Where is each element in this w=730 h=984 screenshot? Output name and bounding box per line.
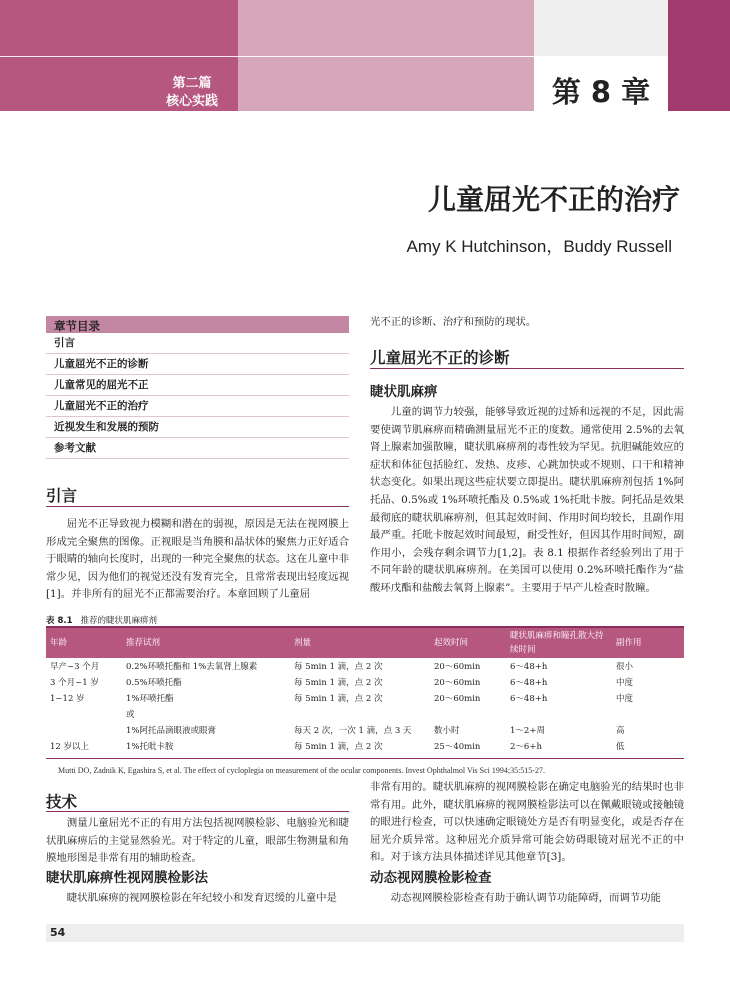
table-cell: 数小时 [434,726,460,736]
cycloplegia-paragraph: 儿童的调节力较强，能够导致近视的过矫和远视的不足，因此需要使调节肌麻痹而精确测量屈光不正的度数。通常使用 2.5%的去氧肾上腺素加强散瞳，睫状肌麻痹剂的毒性较为罕见。抗胆碱能效应的症状和体征包括脸红、发热、皮疹、心跳加快或不规则、口干和精神状态变化。如果出现这些症状要立即提出。睫状肌麻痹剂包括 1%阿托品、0.5%或 1%环喷托酯及 0.5%或 1%托吡卡胺。阿托品是效果最彻底的睫状肌麻痹剂，但其起效时间、作用时间均较长，且副作用最严重。托吡卡胺起效时间最短，耐受性好，但因其作用时间短，副作用小，会残存剩余调节力[1,2]。表 8.1 根据作者经验列出了用于不同年龄的睫状肌麻痹剂。在美国可以使用 0.2%环喷托酯作为“盐酸环戊酯和盐酸去氧肾上腺素”。主要用于早产儿检查时散瞳。 [370,406,684,594]
retinoscopy-continued-paragraph: 非常有用的。睫状肌麻痹的视网膜检影在确定电脑验光的结果时也非常有用。此外，睫状肌麻痹的视网膜检影法可以在佩戴眼镜或接触镜的眼进行检查，可以快速确定眼镜处方是否有明显变化，或是否存在屈光介质异常。这种屈光介质异常可能会妨碍眼镜对屈光不正的中和。对于该方法具体描述详见其他章节[3]。 [370,781,684,864]
table-cell: 每 5min 1 滴，点 2 次 [294,694,383,704]
technique-paragraph: 测量儿童屈光不正的有用方法包括视网膜检影、电脑验光和睫状肌麻痹后的主觉显然验光。对于特定的儿童，眼部生物测量和角膜地形图是非常有用的辅助检查。 [46,817,349,865]
diagnosis-heading-rule [370,368,684,369]
table-cell: 每天 2 次，一次 1 滴，点 3 天 [294,726,412,736]
table-cell: 6～48+h [510,678,548,688]
table-header-cell: 起效时间 [430,628,506,658]
table-row [46,690,684,706]
table-cell: 中度 [616,678,634,688]
table-cell: 25～40min [434,742,481,752]
intro-heading: 引言 [46,487,78,505]
diagnosis-heading: 儿童屈光不正的诊断 [370,349,510,367]
cycloplegic-table [46,628,684,754]
toc-heading: 章节目录 [46,316,349,333]
table-row [46,658,684,674]
toc-item[interactable]: 儿童屈光不正的诊断 [46,354,349,375]
table-caption-text: 推荐的睫状肌麻痹剂 [80,616,158,626]
technique-heading-rule [46,811,349,812]
chapter-authors: Amy K Hutchinson，Buddy Russell [406,237,672,256]
table-header-cell: 推荐试剂 [122,628,290,658]
table-cell: 每 5min 1 滴，点 2 次 [294,662,383,672]
intro-paragraph: 屈光不正导致视力模糊和潜在的弱视，原因是无法在视网膜上形成完全聚焦的图像。正视眼是当角膜和晶状体的聚焦力正好适合于眼睛的轴向长度时，出现的一种完全聚焦的状态。这在儿童中非常少见，因为他们的视觉还没有发育完全，且常常表现出轻度远视[1]。并非所有的屈光不正都需要治疗。本章回顾了儿童屈 [46,518,349,601]
table-cell: 2～6+h [510,742,542,752]
dynamic-retinoscopy-paragraph: 动态视网膜检影检查有助于确认调节功能障碍，而调节功能 [390,892,661,904]
table-cell: 1%托吡卡胺 [126,742,174,752]
intro-heading-rule [46,506,349,507]
table-header-cell: 睫状肌麻痹和瞳孔散大持续时间 [506,628,612,658]
part-title: 第二篇 [172,76,212,91]
toc-item[interactable]: 引言 [46,333,349,354]
toc-item[interactable]: 参考文献 [46,438,349,459]
table-cell [612,706,684,722]
table-cell: 每 5min 1 滴，点 2 次 [294,742,383,752]
table-cell [46,722,122,738]
table-cell: 中度 [616,694,634,704]
table-cell: 20～60min [434,662,481,672]
page-number: 54 [50,926,66,939]
table-header-row [46,628,684,658]
table-cell: 高 [616,726,625,736]
table-cell: 0.5%环喷托酯 [126,678,182,688]
toc-item[interactable]: 儿童屈光不正的治疗 [46,396,349,417]
table-caption [46,614,157,626]
table-cell [430,706,506,722]
table-cell: 20～60min [434,694,481,704]
retinoscopy-paragraph: 睫状肌麻痹的视网膜检影在年纪较小和发育迟缓的儿童中是 [66,892,337,904]
table-cell: 1～2+周 [510,726,545,736]
table-cell [290,706,430,722]
table-reference-note: Mutti DO, Zadnik K, Egashira S, et al. The effect of cycloplegia on measurement of the ocular components. Invest Ophthalmol Vis Sci 1994;35:515-27. [58,766,545,775]
table-row [46,722,684,738]
table-cell: 每 5min 1 滴，点 2 次 [294,678,383,688]
table-cell: 1%阿托品滴眼液或眼膏 [126,726,216,736]
retinoscopy-heading: 睫状肌麻痹性视网膜检影法 [46,870,208,886]
table-cell: 6～48+h [510,662,548,672]
part-subtitle: 核心实践 [165,94,218,109]
chapter-title: 儿童屈光不正的治疗 [427,183,680,216]
table-cell: 或 [126,710,135,720]
table-cell [46,706,122,722]
table-row [46,674,684,690]
table-row [46,738,684,754]
technique-heading: 技术 [46,793,78,811]
page-footer-bar [46,924,684,942]
toc-item[interactable]: 近视发生和发展的预防 [46,417,349,438]
table-cell: 0.2%环喷托酯和 1%去氧肾上腺素 [126,662,258,672]
table-header-cell: 副作用 [612,628,684,658]
table-cell: 低 [616,742,625,752]
table-header-cell: 年龄 [46,628,122,658]
header-divider [0,56,534,57]
table-cell: 12 岁以上 [50,742,90,752]
table-cell: 20～60min [434,678,481,688]
toc-item[interactable]: 儿童常见的屈光不正 [46,375,349,396]
chapter-toc [46,316,349,459]
table-cell [506,706,612,722]
table-cell: 早产~3 个月 [50,662,100,672]
table-row [46,706,684,722]
table-header-cell: 剂量 [290,628,430,658]
table-bottom-rule [46,758,684,759]
intro-continued-text: 光不正的诊断、治疗和预防的现状。 [370,316,537,328]
chapter-number: 第 8 章 [551,75,651,109]
table-cell: 6～48+h [510,694,548,704]
table-cell: 很小 [616,662,634,672]
table-cell: 1%环喷托酯 [126,694,174,704]
cycloplegia-heading: 睫状肌麻痹 [370,384,438,400]
header-band-right [668,0,730,111]
dynamic-retinoscopy-heading: 动态视网膜检影检查 [370,870,492,886]
table-cell: 1~12 岁 [50,694,85,704]
table-cell: 3 个月~1 岁 [50,678,99,688]
table-number: 表 8.1 [46,616,73,626]
